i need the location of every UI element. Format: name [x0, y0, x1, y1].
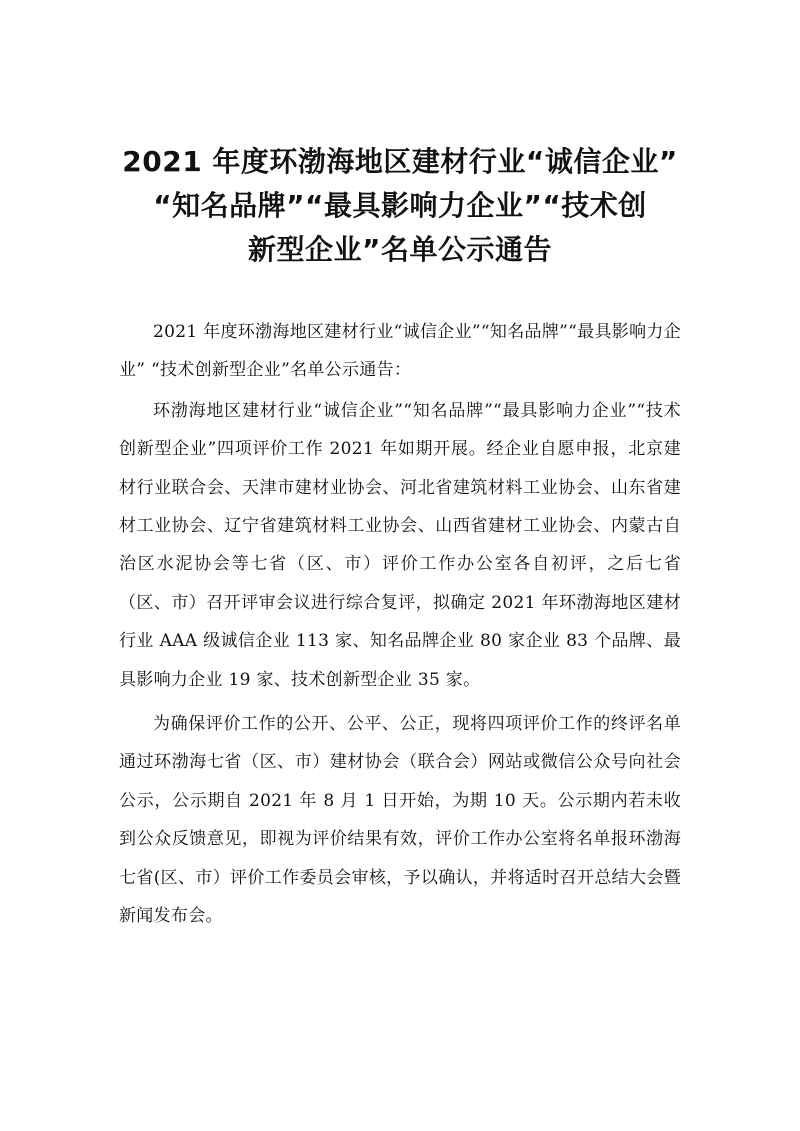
intro-paragraph: 2021 年度环渤海地区建材行业“诚信企业”“知名品牌”“最具影响力企业” “技术创新型企业”名单公示通告：: [119, 322, 681, 381]
document-title: [100, 140, 700, 272]
evaluation-paragraph: 环渤海地区建材行业“诚信企业”“知名品牌”“最具影响力企业”“技术创新型企业”四项评价工作 2021 年如期开展。经企业自愿申报，北京建材行业联合会、天津市建材业协会、河北省建筑材料工业协会、山东省建材工业协会、辽宁省建筑材料工业协会、山西省建材工业协会、内蒙古自治区水泥协会等七省（区、市）评价工作办公室各自初评，之后七省（区、市）召开评审会议进行综合复评，拟确定 2021 年环渤海地区建材行业 AAA 级诚信企业 113 家、知名品牌企业 80 家企业 83 个品牌、最具影响力企业 19 家、技术创新型企业 35 家。: [119, 400, 681, 690]
title-line-3: 新型企业”名单公示通告: [248, 233, 552, 266]
title-line-1: 2021 年度环渤海地区建材行业“诚信企业”: [122, 145, 678, 178]
publicity-paragraph: 为确保评价工作的公开、公平、公正，现将四项评价工作的终评名单通过环渤海七省（区、市）建材协会（联合会）网站或微信公众号向社会公示，公示期自 2021 年 8 月 1 日开始，为期 10 天。公示期内若未收到公众反馈意见，即视为评价结果有效，评价工作办公室将名单报环渤海七省(区、市）评价工作委员会审核，予以确认，并将适时召开总结大会暨新闻发布会。: [119, 714, 681, 927]
title-line-2: “知名品牌”“最具影响力企业”“技术创: [153, 189, 647, 222]
document-body: [119, 313, 681, 942]
